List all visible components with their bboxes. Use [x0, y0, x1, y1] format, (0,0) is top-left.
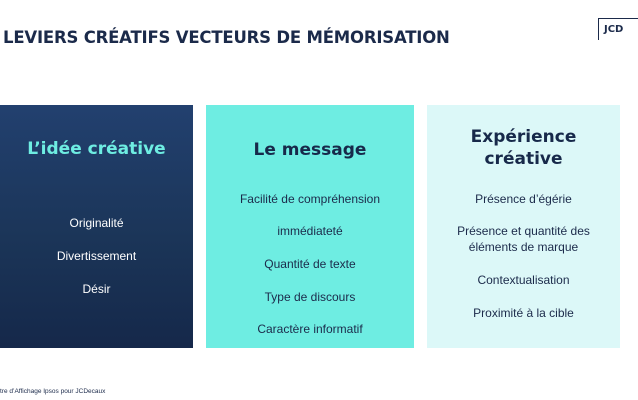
card-title-line: Expérience: [470, 127, 577, 147]
card-item: Divertissement: [56, 249, 137, 263]
card-item: Proximité à la cible: [473, 306, 574, 320]
card-title-line: créative: [484, 149, 563, 169]
source-footer: tre d’Affichage Ipsos pour JCDecaux: [0, 388, 106, 395]
card-title-line: Le message: [253, 140, 367, 160]
jcdecaux-logo: [598, 18, 638, 40]
card-item: Contextualisation: [477, 273, 570, 287]
slide-title: LEVIERS CRÉATIFS VECTEURS DE MÉMORISATION: [3, 28, 450, 47]
card-item: Originalité: [69, 216, 124, 230]
card-item: Désir: [82, 282, 111, 296]
card-item: immédiateté: [277, 224, 343, 238]
card-item: éléments de marque: [468, 240, 579, 254]
card-idee-creative: [0, 105, 193, 348]
card-item: Quantité de texte: [264, 257, 356, 271]
card-item: Présence d’égérie: [475, 192, 572, 206]
card-item: Type de discours: [264, 290, 356, 304]
card-item: Caractère informatif: [257, 322, 363, 336]
card-title: [427, 126, 620, 170]
card-experience-creative: [427, 105, 620, 348]
card-title: [0, 138, 193, 160]
card-item: Facilité de compréhension: [239, 192, 381, 206]
card-item: Présence et quantité des: [457, 224, 590, 238]
card-title-line: L’idée créative: [27, 139, 166, 159]
card-message: [206, 105, 414, 348]
card-title: [206, 139, 414, 161]
logo-text: JCD: [604, 24, 624, 35]
